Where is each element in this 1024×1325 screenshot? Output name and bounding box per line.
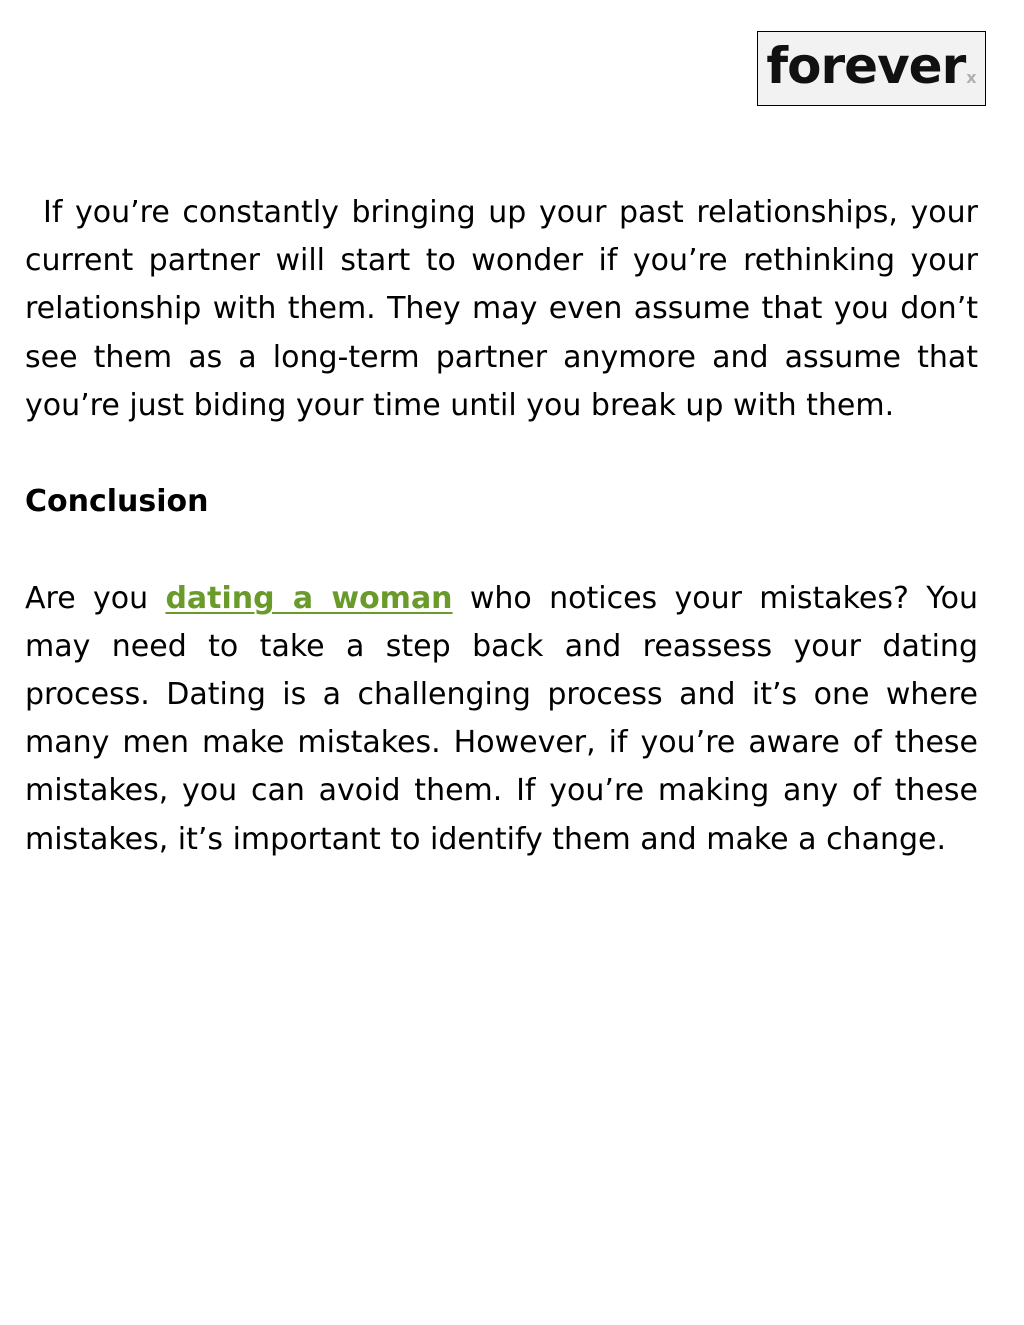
paragraph-1-text: If you’re constantly bringing up your past relationships, your current partner will start to wonder if you’re rethinking your relationship with them. They may even assume that you don’t see them as a long-term partner anymore and assume that you’re just biding your time until you break up with them. [25, 195, 978, 423]
logo-wordmark: forever [766, 36, 966, 95]
paragraph-conclusion [25, 575, 978, 864]
paragraph-2-rest: who notices your mistakes? You may need to take a step back and reassess your dating process. Dating is a challenging process and it’s one where many men make mistakes. However, if you’re aware of these mistakes, you can avoid them. If you’re making any of these mistakes, it’s important to identify them and make a change. [25, 580, 978, 857]
dating-a-woman-link[interactable]: dating a woman [165, 580, 453, 616]
forever-logo [757, 31, 986, 106]
article-body [25, 189, 978, 864]
paragraph-past-relationships [25, 189, 978, 430]
paragraph-2-intro: Are you [25, 580, 166, 616]
conclusion-heading: Conclusion [25, 484, 209, 520]
logo-x-mark: x [966, 68, 977, 87]
